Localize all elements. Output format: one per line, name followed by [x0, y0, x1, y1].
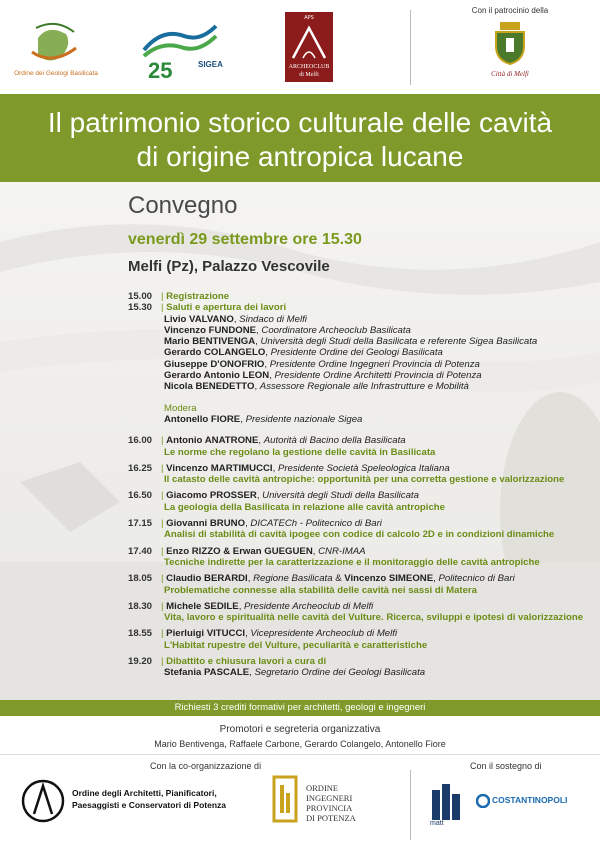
- costantinopoli-logo: [476, 793, 591, 811]
- talk-row: 18.05 | Claudio BERARDI, Regione Basilicata & Vincenzo SIMEONE, Politecnico di Bari: [128, 573, 515, 585]
- sigea-number: 25: [148, 58, 173, 83]
- moderator-label: Modera: [164, 402, 197, 414]
- talk-row: 17.40 | Enzo RIZZO & Erwan GUEGUEN, CNR-IMAA: [128, 545, 366, 557]
- talk-title: Problematiche connesse alla stabilità delle cavità nei sassi di Matera: [164, 584, 478, 596]
- program: [128, 291, 593, 679]
- ingegneri-line-3: PROVINCIA: [306, 803, 353, 813]
- archeoclub-city: di Melfi: [299, 72, 319, 78]
- ingegneri-emblem-icon: [270, 775, 300, 827]
- architetti-logo: [20, 778, 260, 828]
- talk-title: Tecniche indirette per la caratterizzazione e il monitoraggio delle cavità antropiche: [164, 556, 540, 568]
- title-band: [0, 94, 600, 182]
- sigea-word: SIGEA: [198, 60, 223, 69]
- header-logos: [0, 0, 600, 92]
- archeoclub-arch-icon: [285, 22, 333, 62]
- program-row: 15.30 | Saluti e apertura dei lavori: [128, 302, 287, 314]
- archeoclub-logo: [285, 12, 333, 82]
- ingegneri-line-1: ORDINE: [306, 783, 339, 793]
- credits-band: Richiesti 3 crediti formativi per architetti, geologi e ingegneri: [0, 700, 600, 716]
- costantinopoli-word: COSTANTINOPOLI: [492, 795, 568, 805]
- geologi-logo: [10, 8, 100, 88]
- ingegneri-logo: [270, 775, 400, 835]
- coorg-label: Con la co-organizzazione di: [150, 761, 262, 771]
- program-title: Saluti e apertura dei lavori: [166, 302, 287, 314]
- architetti-emblem-icon: [20, 778, 66, 824]
- archeoclub-aps: APS: [304, 15, 314, 21]
- talk-title: La geologia della Basilicata in relazione alle cavità antropiche: [164, 501, 445, 513]
- talk-row: 16.25 | Vincenzo MARTIMUCCI, Presidente Società Speleologica Italiana: [128, 462, 450, 474]
- event-place: Melfi (Pz), Palazzo Vescovile: [128, 258, 330, 275]
- program-title: Registrazione: [166, 291, 230, 302]
- talk-row: 18.30 | Michele SEDILE, Presidente Archeoclub di Melfi: [128, 600, 374, 612]
- talk-row: 16.50 | Giacomo PROSSER, Università degli Studi della Basilicata: [128, 490, 419, 502]
- greeting-row: Mario BENTIVENGA, Università degli Studi della Basilicata e referente Sigea Basilicata: [164, 336, 538, 348]
- talk-row: 17.15 | Giovanni BRUNO, DICATECh - Politecnico di Bari: [128, 518, 382, 530]
- event-date: venerdì 29 settembre ore 15.30: [128, 231, 362, 248]
- greeting-row: Gerardo Antonio LEON, Presidente Ordine Architetti Provincia di Potenza: [164, 370, 482, 382]
- program-time: 15.30: [128, 302, 153, 314]
- closing-speaker: Stefania PASCALE, Segretario Ordine dei Geologi Basilicata: [164, 667, 426, 679]
- architetti-line-2: Paesaggisti e Conservatori di Potenza: [72, 800, 226, 810]
- program-time: 15.00: [128, 291, 153, 302]
- closing-row: 19.20 | Dibattito e chiusura lavori a cura di: [128, 656, 327, 668]
- talk-title: L'Habitat rupestre del Vulture, peculiarità e caratteristiche: [164, 639, 428, 651]
- patronage-city: Città di Melfi: [491, 70, 529, 78]
- moderator-row: Antonello FIORE, Presidente nazionale Sigea: [164, 413, 363, 425]
- architetti-line-1: Ordine degli Architetti, Pianificatori,: [72, 788, 217, 798]
- ingegneri-line-4: DI POTENZA: [306, 813, 356, 823]
- header-divider: [410, 10, 411, 85]
- ingegneri-line-2: INGEGNERI: [306, 793, 353, 803]
- event-type: Convegno: [128, 192, 238, 219]
- geologi-logo-text: Ordine dei Geologi Basilicata: [14, 70, 98, 77]
- talk-title: Il catasto delle cavità antropiche: opportunità per una corretta gestione e valorizzazione: [164, 474, 565, 486]
- greeting-row: Livio VALVANO, Sindaco di Melfi: [164, 313, 307, 325]
- greeting-row: Giuseppe D'ONOFRIO, Presidente Ordine Ingegneri Provincia di Potenza: [164, 358, 480, 370]
- footer-divider-line: [0, 754, 600, 755]
- page-title: [0, 106, 600, 174]
- costantinopoli-emblem-icon: [476, 794, 490, 808]
- talk-title: Vita, lavoro e spiritualità nelle cavità del Vulture. Ricerca, sviluppi e ipotesi di valorizzazione: [164, 612, 584, 624]
- greeting-row: Vincenzo FUNDONE, Coordinatore Archeoclub Basilicata: [164, 324, 411, 336]
- title-line-1: Il patrimonio storico culturale delle cavità: [47, 107, 553, 138]
- talk-row: 18.55 | Pierluigi VITUCCI, Vicepresidente Archeoclub di Melfi: [128, 628, 398, 640]
- program-row: 15.00 | Registrazione: [128, 291, 230, 302]
- matt-logo: [430, 782, 466, 830]
- support-label: Con il sostegno di: [470, 761, 542, 771]
- talk-title: Le norme che regolano la gestione delle cavità in Basilicata: [164, 446, 436, 458]
- talk-title: Analisi di stabilità di cavità ipogee con codice di calcolo 2D e in condizioni dinamiche: [164, 529, 555, 541]
- promoters-names: Mario Bentivenga, Raffaele Carbone, Gerardo Colangelo, Antonello Fiore: [154, 739, 446, 749]
- sigea-wave-icon: [140, 20, 220, 58]
- matt-emblem-icon: [430, 782, 466, 820]
- footer-vertical-divider: [410, 770, 411, 840]
- talk-row: 16.00 | Antonio ANATRONE, Autorità di Bacino della Basilicata: [128, 435, 406, 447]
- sigea-logo: [140, 20, 223, 83]
- promoters-label: Promotori e segreteria organizzativa: [219, 724, 381, 735]
- matt-word: matt: [430, 820, 444, 827]
- melfi-coat-of-arms-icon: [490, 20, 530, 66]
- title-line-2: di origine antropica lucane: [136, 141, 464, 172]
- patronage-label: Con il patrocinio della: [471, 6, 549, 15]
- patronage-block: [445, 6, 575, 88]
- greeting-row: Nicola BENEDETTO, Assessore Regionale alle Infrastrutture e Mobilità: [164, 381, 469, 393]
- archeoclub-name: ARCHEOCLUB: [288, 64, 330, 70]
- greeting-row: Gerardo COLANGELO, Presidente Ordine dei Geologi Basilicata: [164, 347, 443, 359]
